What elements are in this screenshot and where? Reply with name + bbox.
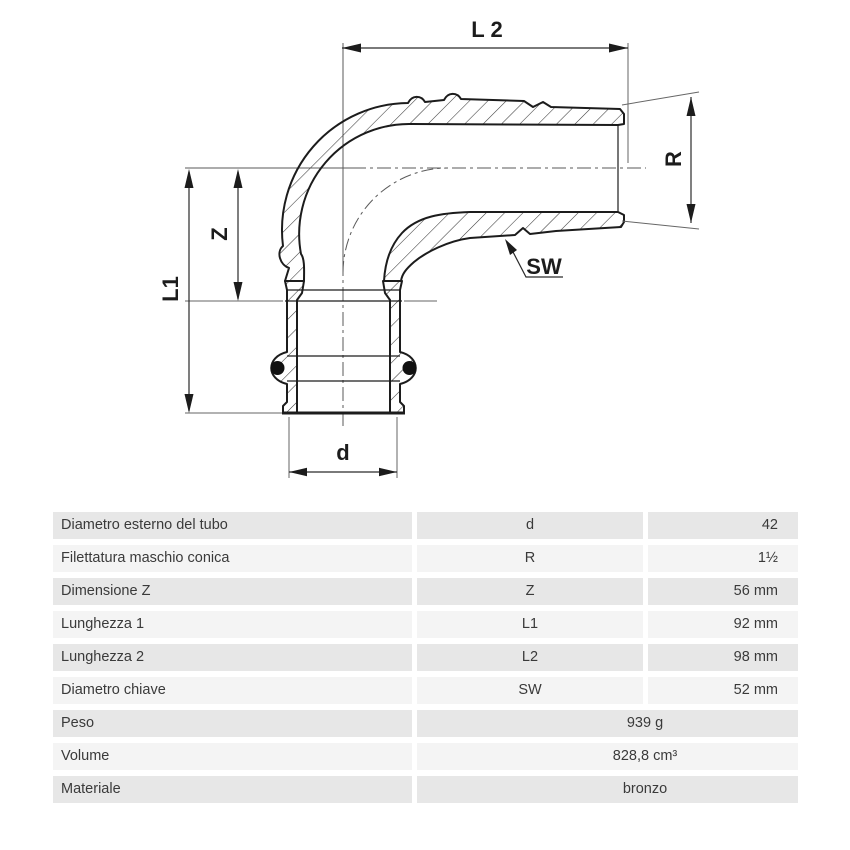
label-r: R — [661, 151, 686, 167]
label-sw: SW — [526, 254, 562, 279]
o-ring-left — [271, 361, 285, 375]
spec-value: 828,8 cm³ — [417, 743, 798, 770]
o-ring-right — [403, 361, 417, 375]
spec-value: bronzo — [417, 776, 798, 803]
spec-table — [53, 512, 798, 809]
wall-band-inner-bottom — [384, 212, 624, 281]
dimension-sw — [505, 239, 563, 279]
dimension-l1 — [158, 169, 282, 413]
label-l2: L 2 — [471, 17, 503, 42]
dimension-l2 — [342, 17, 628, 163]
spec-symbol: R — [417, 545, 643, 572]
arrow-left-icon — [289, 468, 307, 476]
arrow-leader-icon — [505, 239, 517, 255]
table-row — [53, 710, 798, 737]
spec-label: Materiale — [53, 776, 412, 803]
arrow-up-icon — [185, 169, 194, 188]
spec-label: Peso — [53, 710, 412, 737]
label-z: Z — [207, 227, 232, 241]
spec-value: 98 mm — [648, 644, 798, 671]
label-d: d — [336, 440, 350, 465]
spec-value: 56 mm — [648, 578, 798, 605]
spec-value: 1½ — [648, 545, 798, 572]
dimension-d — [289, 417, 397, 478]
arrow-down-icon — [234, 282, 243, 301]
wall-band-outer-top — [279, 94, 624, 281]
arrow-down-icon — [687, 204, 696, 223]
label-l1: L1 — [158, 276, 183, 302]
arrow-up-icon — [234, 169, 243, 188]
table-row — [53, 578, 798, 605]
spec-value: 42 — [648, 512, 798, 539]
spec-value: 52 mm — [648, 677, 798, 704]
spec-value: 939 g — [417, 710, 798, 737]
detail-lines — [285, 125, 618, 381]
spec-label: Diametro chiave — [53, 677, 412, 704]
arrow-left-icon — [342, 44, 361, 53]
spec-value: 92 mm — [648, 611, 798, 638]
spec-label: Diametro esterno del tubo — [53, 512, 412, 539]
spec-label: Lunghezza 1 — [53, 611, 412, 638]
arrow-up-icon — [687, 97, 696, 116]
spec-symbol: L1 — [417, 611, 643, 638]
spec-label: Dimensione Z — [53, 578, 412, 605]
table-row — [53, 611, 798, 638]
spec-symbol: L2 — [417, 644, 643, 671]
arrow-right-icon — [379, 468, 397, 476]
arrow-down-icon — [185, 394, 194, 413]
spec-symbol: Z — [417, 578, 643, 605]
spec-label: Filettatura maschio conica — [53, 545, 412, 572]
table-row — [53, 512, 798, 539]
arrow-right-icon — [609, 44, 628, 53]
table-row — [53, 545, 798, 572]
spec-label: Volume — [53, 743, 412, 770]
spec-label: Lunghezza 2 — [53, 644, 412, 671]
table-row — [53, 644, 798, 671]
elbow-body-section — [271, 94, 624, 413]
table-row — [53, 677, 798, 704]
table-row — [53, 743, 798, 770]
spec-symbol: d — [417, 512, 643, 539]
spec-symbol: SW — [417, 677, 643, 704]
dimension-r — [622, 92, 699, 229]
table-row — [53, 776, 798, 803]
